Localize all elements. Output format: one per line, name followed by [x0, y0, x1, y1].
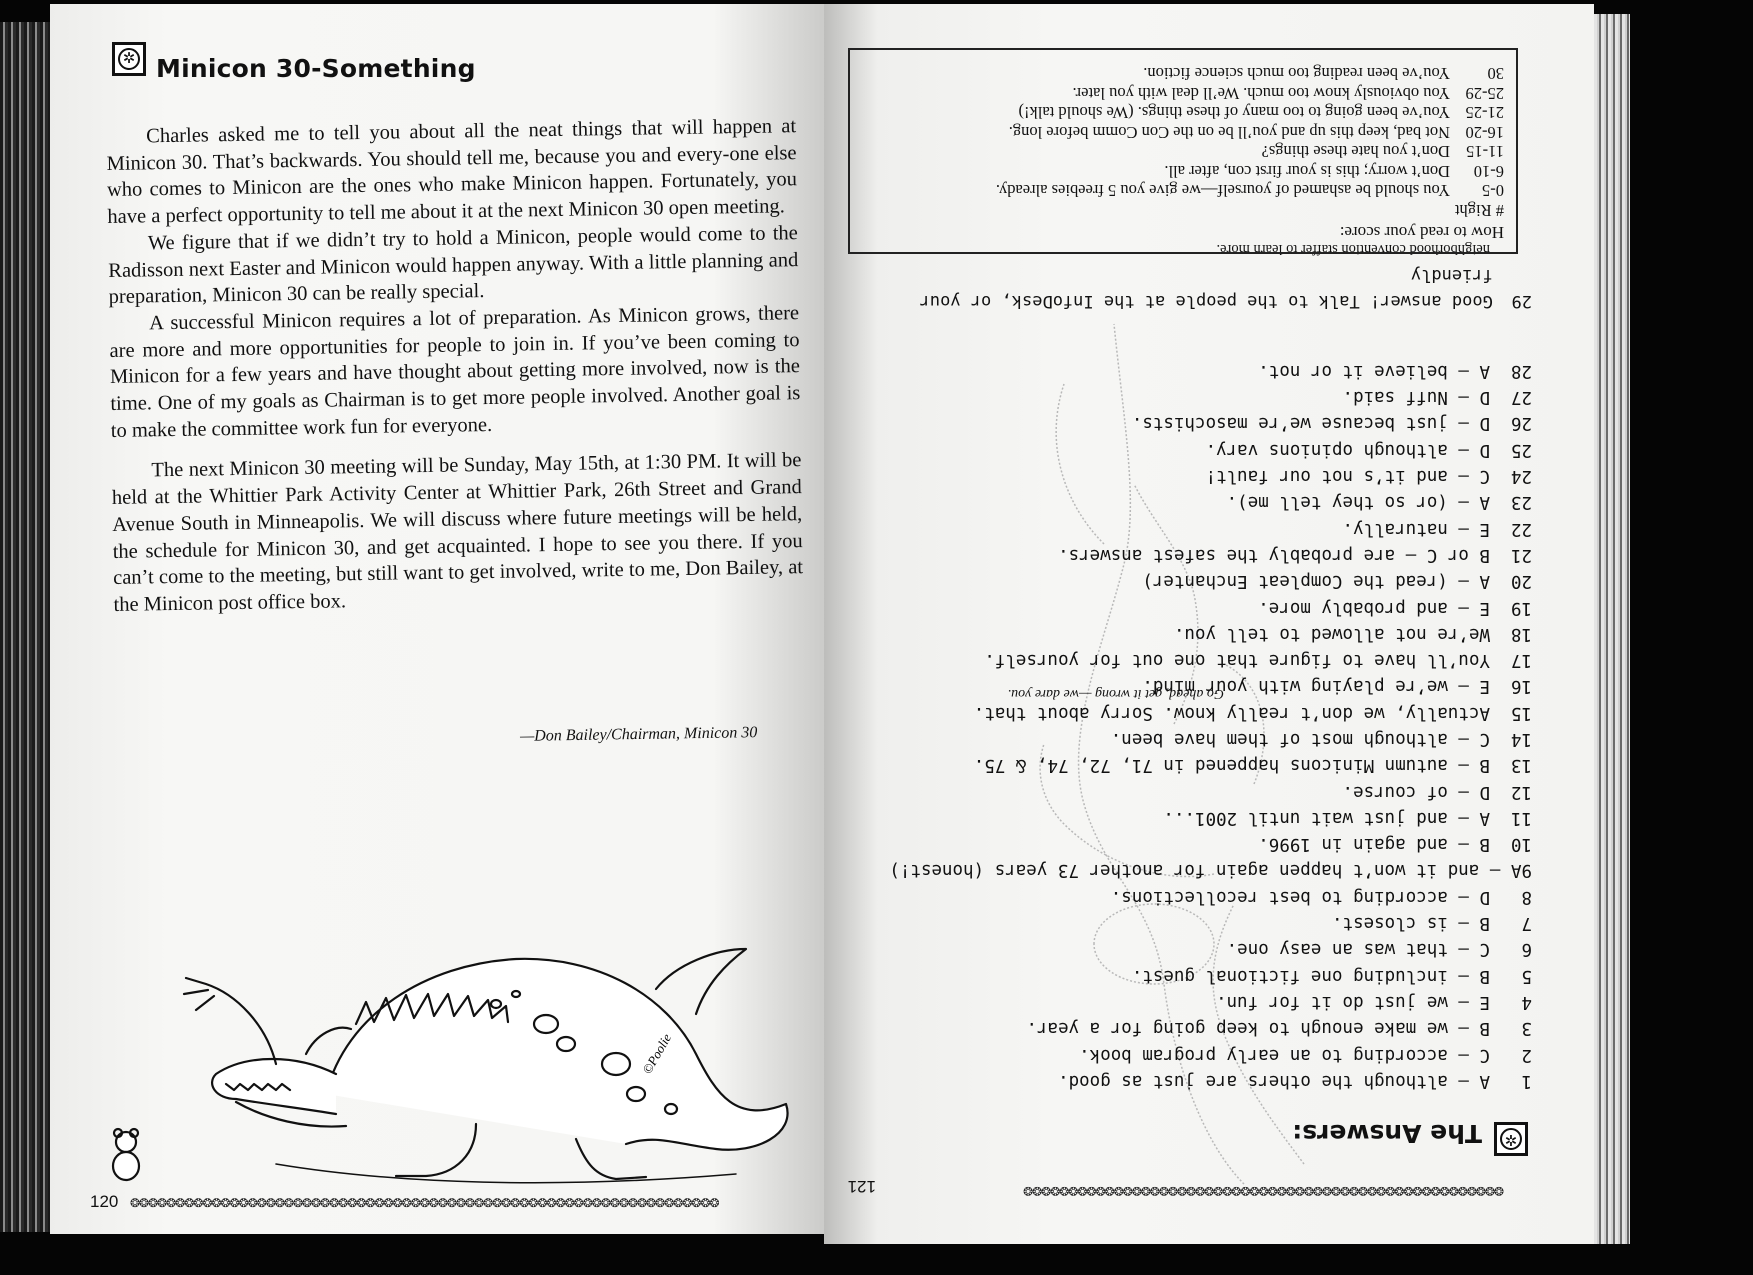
answer-row: 9 A — and it won’t happen again for another 73 years (honest!) — [889, 860, 1532, 881]
answer-row: 19 E — and probably more. — [1258, 597, 1532, 618]
answer-row: 1 A — although the others are just as good. — [1058, 1070, 1532, 1091]
score-row: 16-20 Not bad, keep this up and you’ll be on the Con Comm before long. — [1008, 123, 1504, 142]
artist-signature: ©Poolie — [639, 1031, 675, 1077]
decorative-border-left: ❂❂❂❂❂❂❂❂❂❂❂❂❂❂❂❂❂❂❂❂❂❂❂❂❂❂❂❂❂❂❂❂❂❂❂❂❂❂❂❂❂❂❂❂❂❂❂❂❂❂❂❂❂❂❂❂❂❂❂❂❂❂❂❂❂ — [130, 1196, 719, 1210]
answer-row: 10 B — and again in 1996. — [1258, 834, 1532, 855]
answer-row: 6 C — that was an easy one. — [1226, 939, 1532, 960]
score-row: 25-29 You obviously know too much. We’ll deal with you later. — [1072, 84, 1504, 103]
answer-row: 23 A — (or so they tell me). — [1226, 492, 1532, 513]
dragon-illustration-icon — [96, 904, 816, 1194]
paragraph-2: We figure that if we didn’t try to hold a Minicon, people would come to the Radisson next Easter and Minicon would happen anyway. With a little planning and preparation, Minicon 30 can be really special. — [108, 221, 799, 309]
page-number-left: 120 — [90, 1192, 119, 1211]
answer-row: 7 B — is closest. — [1331, 913, 1532, 934]
answer-row: 15 Actually, we don’t really know. Sorry about that. — [973, 702, 1532, 723]
answer-row: 27 D — Nuff said. — [1342, 387, 1532, 408]
book-edge-right — [1590, 14, 1630, 1244]
answer-row: 4 E — we just do it for fun. — [1216, 991, 1532, 1012]
article-body — [106, 113, 804, 618]
paragraph-4: The next Minicon 30 meeting will be Sunday, May 15th, at 1:30 PM. It will be held at the Whittier Park Activity Center at Whittier Park, 26th Street and Grand Avenue South in Minneapolis. We will discuss where future meetings will be held, the schedule for Minicon 30, and get acquainted. I hope to see you there. If you can’t come to the meeting, but still want to get involved, write to me, Don Bailey, at the Minicon post office box. — [111, 449, 804, 616]
answer-29: 29 Good answer! Talk to the people at the InfoDesk, or your friendly neighborhood convention staffer to learn more. — [919, 241, 1532, 311]
signature: —Don Bailey/Chairman, Minicon 30 — [519, 724, 758, 745]
answer-row: 11 A — and just wait until 2001... — [1163, 807, 1532, 828]
score-heading: How to read your score: — [1339, 223, 1504, 242]
page-title: Minicon 30-Something — [156, 54, 476, 83]
answer-row: 26 D — just because we’re masochists. — [1131, 413, 1532, 434]
answer-row: 18 We’re not allowed to tell you. — [1173, 623, 1532, 644]
answer-row: 24 C — and it’s not our fault! — [1205, 466, 1532, 487]
answer-list — [889, 358, 1532, 1094]
minicon-logo-icon: ✲ — [112, 42, 146, 76]
upside-down-content — [824, 4, 1594, 1244]
page-left — [50, 4, 830, 1234]
score-row: 30 You’ve been reading too much science fiction. — [1143, 64, 1504, 84]
answer-row: 2 C — according to an early program book. — [1079, 1044, 1532, 1065]
answers-title: The Answers: — [1292, 1119, 1482, 1148]
answer-row: 25 D — although opinions vary. — [1205, 439, 1532, 460]
score-row: 11-15 Don’t you hate these things? — [1261, 142, 1504, 162]
answer-17-18-note: Go ahead, get it wrong —we dare you. — [1007, 686, 1224, 701]
answer-row: 21 B or C — are probably the safest answers. — [1058, 544, 1532, 565]
page-right — [824, 4, 1594, 1244]
score-row: 0-5 You should be ashamed of yourself—we give you 5 freebies already. — [995, 181, 1504, 201]
page-number-right: 121 — [847, 1177, 876, 1196]
answer-row: 14 C — although most of them have been. — [1110, 729, 1532, 749]
score-row: 21-25 You’ve been going to too many of these things. (We should talk!) — [1018, 103, 1504, 123]
answer-row: 22 E — naturally. — [1342, 518, 1532, 539]
answer-row: 17 You’ll have to figure that one out for yourself. — [984, 650, 1532, 671]
score-row: 6-10 Don’t worry; this is your first con, after all. — [1164, 162, 1504, 181]
answer-row: 13 B — autumn Minicons happened in 71, 72, 74, & 75. — [973, 755, 1532, 776]
score-key-box — [848, 48, 1518, 254]
answer-row: 5 B — including one fictional guest. — [1131, 965, 1532, 986]
paragraph-3: A successful Minicon requires a lot of preparation. As Minicon grows, there are more and more opportunities for people to join in. If you’ve been coming to Minicon for a few years and have thought about getting more involved, now is the time. One of my goals as Chairman is to get more people involved. Another goal is to make the committee work fun for everyone. — [109, 302, 801, 442]
answer-row: 3 B — we make enough to keep going for a year. — [1026, 1018, 1532, 1039]
answer-row: 16 E — we’re playing with your mind. — [1142, 676, 1532, 697]
minicon-logo-icon: ✲ — [1494, 1122, 1528, 1156]
answer-row: 28 A — believe it or not. — [1258, 360, 1532, 381]
answer-row: 8 D — according to best recollections. — [1110, 886, 1532, 907]
decorative-border-right: ❂❂❂❂❂❂❂❂❂❂❂❂❂❂❂❂❂❂❂❂❂❂❂❂❂❂❂❂❂❂❂❂❂❂❂❂❂❂❂❂❂❂❂❂❂❂❂❂❂❂❂❂❂ — [1024, 1184, 1504, 1198]
answer-row: 12 D — of course. — [1342, 781, 1532, 802]
answer-row: 20 A — (read the Compleat Enchanter) — [1142, 571, 1532, 592]
score-column-label: # Right — [1454, 201, 1504, 220]
paragraph-1: Charles asked me to tell you about all the neat things that will happen at Minicon 30. That’s backwards. You should tell me, because you and every-one else who comes to Minicon are the ones who make Minicon happen. Fortunately, you have a perfect opportunity to tell me about it at the next Minicon 30 open meeting. — [106, 115, 798, 229]
